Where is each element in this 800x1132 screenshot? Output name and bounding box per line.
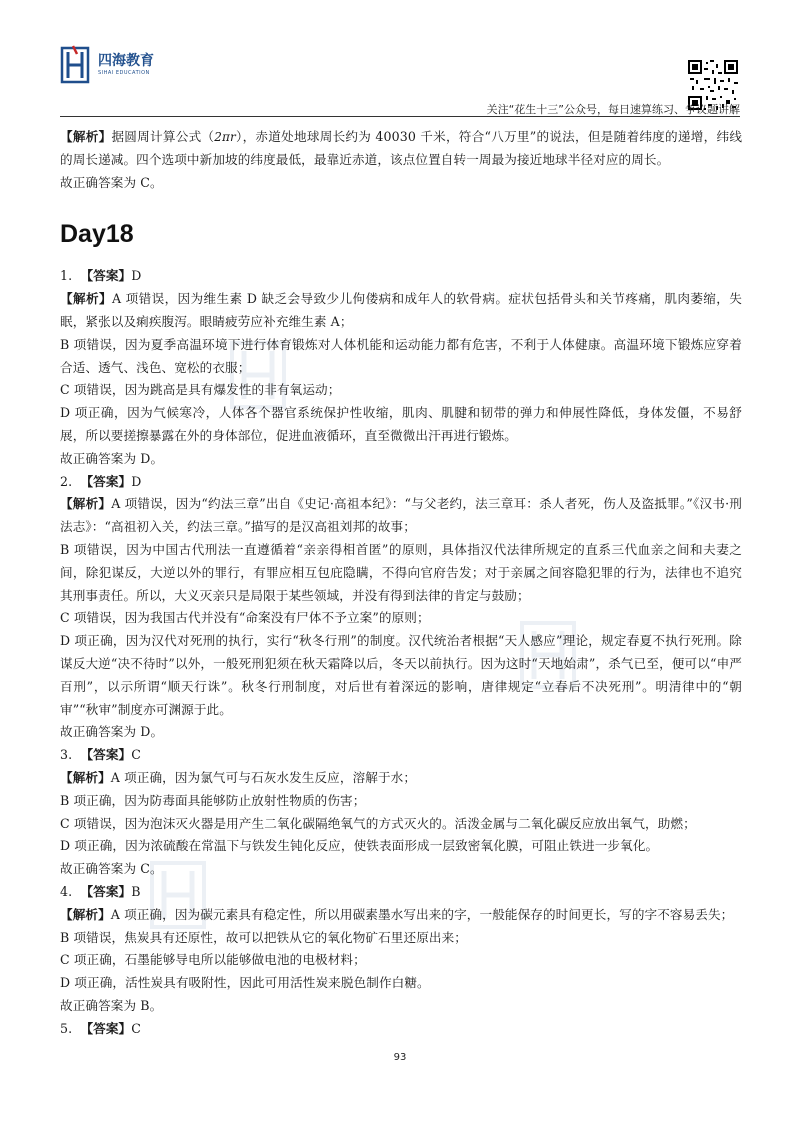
logo xyxy=(60,44,160,90)
intro-text-a: 据圆周计算公式（ xyxy=(111,129,215,144)
q1-explanation-a xyxy=(60,288,742,334)
answer-value: C xyxy=(131,747,141,763)
intro-explanation xyxy=(60,126,742,172)
header-note: 关注“花生十三”公众号，每日速算练习、争议题讲解 xyxy=(486,103,740,116)
answer-tag: 【答案】 xyxy=(80,473,132,489)
circumference-formula: 2πr xyxy=(214,130,236,144)
q2-explanation-a xyxy=(60,493,742,539)
q4-explanation-b: B 项错误，焦炭具有还原性，故可以把铁从它的氧化物矿石里还原出来； xyxy=(60,929,467,945)
question-number: 3. xyxy=(60,747,73,763)
q1-conclusion: 故正确答案为 D。 xyxy=(60,450,164,466)
answer-tag: 【答案】 xyxy=(80,268,132,284)
page-header xyxy=(0,0,800,120)
header-divider xyxy=(60,116,740,117)
intro-text-b: ），赤道处地球周长约为 40030 千米，符合“八万里”的说法，但是随着纬度的递增，纬线的周长递减。四个选项中新加坡的纬度最低，最靠近赤道，该点位置自转一周最为接近地球半径对应的周长。 xyxy=(60,129,743,167)
q4-explanation-c: C 项正确，石墨能够导电所以能够做电池的电极材料； xyxy=(60,952,366,968)
answer-tag: 【答案】 xyxy=(80,747,132,763)
q3-explanation-c: C 项错误，因为泡沫灭火器是用产生二氧化碳隔绝氧气的方式灭火的。活泼金属与二氧化碳反应放出氧气，助燃； xyxy=(60,815,696,831)
explanation-text: A 项错误，因为“约法三章”出自《史记·高祖本纪》：“与父老约，法三章耳：杀人者死，伤人及盗抵罪。”《汉书·刑法志》：“高祖初入关，约法三章。”描写的是汉高祖刘邦的故事； xyxy=(60,496,742,535)
explanation-text: A 项错误，因为维生素 D 缺乏会导致少儿佝偻病和成年人的软骨病。症状包括骨头和关节疼痛，肌肉萎缩，失眠，紧张以及痢疾腹泻。眼睛疲劳应补充维生素 A； xyxy=(60,291,742,329)
question-number: 2. xyxy=(60,473,73,489)
question-number: 1. xyxy=(60,268,73,284)
q2-explanation-c: C 项错误，因为我国古代并没有“命案没有尸体不予立案”的原则； xyxy=(60,610,430,626)
q2-explanation-b: B 项错误，因为中国古代刑法一直遵循着“亲亲得相首匿”的原则，具体指汉代法律所规定的直系三代血亲之间和夫妻之间，除犯谋反，大逆以外的罪行，有罪应相互包庇隐瞒，不得向官府告发；对于亲属之间容隐犯罪的行为，法律也不追究其刑事责任。所以，大义灭亲只是局限于某些领域，并没有得到法律的肯定与鼓励； xyxy=(60,541,742,603)
question-number: 4. xyxy=(60,883,73,899)
explanation-tag: 【解析】 xyxy=(60,291,112,307)
q5-answer-line xyxy=(60,1018,742,1041)
q3-answer-line xyxy=(60,744,742,767)
q1-answer-line xyxy=(60,265,742,288)
q1-explanation-c: C 项错误，因为跳高是具有爆发性的非有氧运动； xyxy=(60,382,341,398)
day-title: Day18 xyxy=(60,220,134,249)
q4-explanation-d: D 项正确，活性炭具有吸附性，因此可用活性炭来脱色制作白糖。 xyxy=(60,975,430,991)
q3-conclusion: 故正确答案为 C。 xyxy=(60,861,163,877)
answer-value: C xyxy=(131,1020,141,1036)
answer-value: D xyxy=(131,268,142,284)
explanation-tag: 【解析】 xyxy=(60,129,112,144)
q2-answer-line xyxy=(60,471,742,494)
q3-explanation-d: D 项正确，因为浓硫酸在常温下与铁发生钝化反应，使铁表面形成一层致密氧化膜，可阻止铁进一步氧化。 xyxy=(60,838,659,854)
question-number: 5. xyxy=(60,1020,73,1036)
explanation-tag: 【解析】 xyxy=(60,769,111,785)
q4-conclusion: 故正确答案为 B。 xyxy=(60,997,163,1013)
logo-subtext: SIHAI EDUCATION xyxy=(98,70,150,76)
explanation-tag: 【解析】 xyxy=(60,496,112,512)
q2-conclusion: 故正确答案为 D。 xyxy=(60,724,164,740)
explanation-tag: 【解析】 xyxy=(60,906,111,922)
page-number: 93 xyxy=(393,1052,407,1063)
answer-tag: 【答案】 xyxy=(80,1020,132,1036)
q1-explanation-b: B 项错误，因为夏季高温环境下进行体育锻炼对人体机能和运动能力都有危害，不利于人体健康。高温环境下锻炼应穿着合适、透气、浅色、宽松的衣服； xyxy=(60,336,742,375)
q1-explanation-d: D 项正确，因为气候寒冷，人体各个器官系统保护性收缩，肌肉、肌腱和韧带的弹力和伸展性降低，身体发僵，不易舒展，所以要搓擦暴露在外的身体部位，促进血液循环，直至微微出汗再进行锻炼。 xyxy=(60,405,742,443)
q4-answer-line xyxy=(60,881,742,904)
q2-explanation-d: D 项正确，因为汉代对死刑的执行，实行“秋冬行刑”的制度。汉代统治者根据“天人感应”理论，规定春夏不执行死刑。除谋反大逆“决不待时”以外，一般死刑犯须在秋天霜降以后，冬天以前执行。因为这时“天地始肃”，杀气已至，便可以“申严百刑”，以示所谓“顺天行诛”。秋冬行刑制度，对后世有着深远的影响，唐律规定“立春后不决死刑”。明清律中的“朝审”“秋审”制度亦可渊源于此。 xyxy=(60,633,742,717)
answer-value: D xyxy=(131,473,142,489)
answer-tag: 【答案】 xyxy=(80,883,132,899)
intro-answer: 故正确答案为 C。 xyxy=(60,174,163,190)
explanation-text: A 项正确，因为碳元素具有稳定性，所以用碳素墨水写出来的字，一般能保存的时间更长，写的字不容易丢失； xyxy=(110,906,734,922)
q3-explanation-a xyxy=(60,767,742,790)
q4-explanation-a xyxy=(60,904,742,927)
answer-value: B xyxy=(131,883,141,899)
page-content xyxy=(60,126,742,1040)
q3-explanation-b: B 项正确，因为防毒面具能够防止放射性物质的伤害； xyxy=(60,792,366,808)
logo-text: 四海教育 xyxy=(98,53,154,69)
explanation-text: A 项正确，因为氯气可与石灰水发生反应，溶解于水； xyxy=(110,769,417,785)
